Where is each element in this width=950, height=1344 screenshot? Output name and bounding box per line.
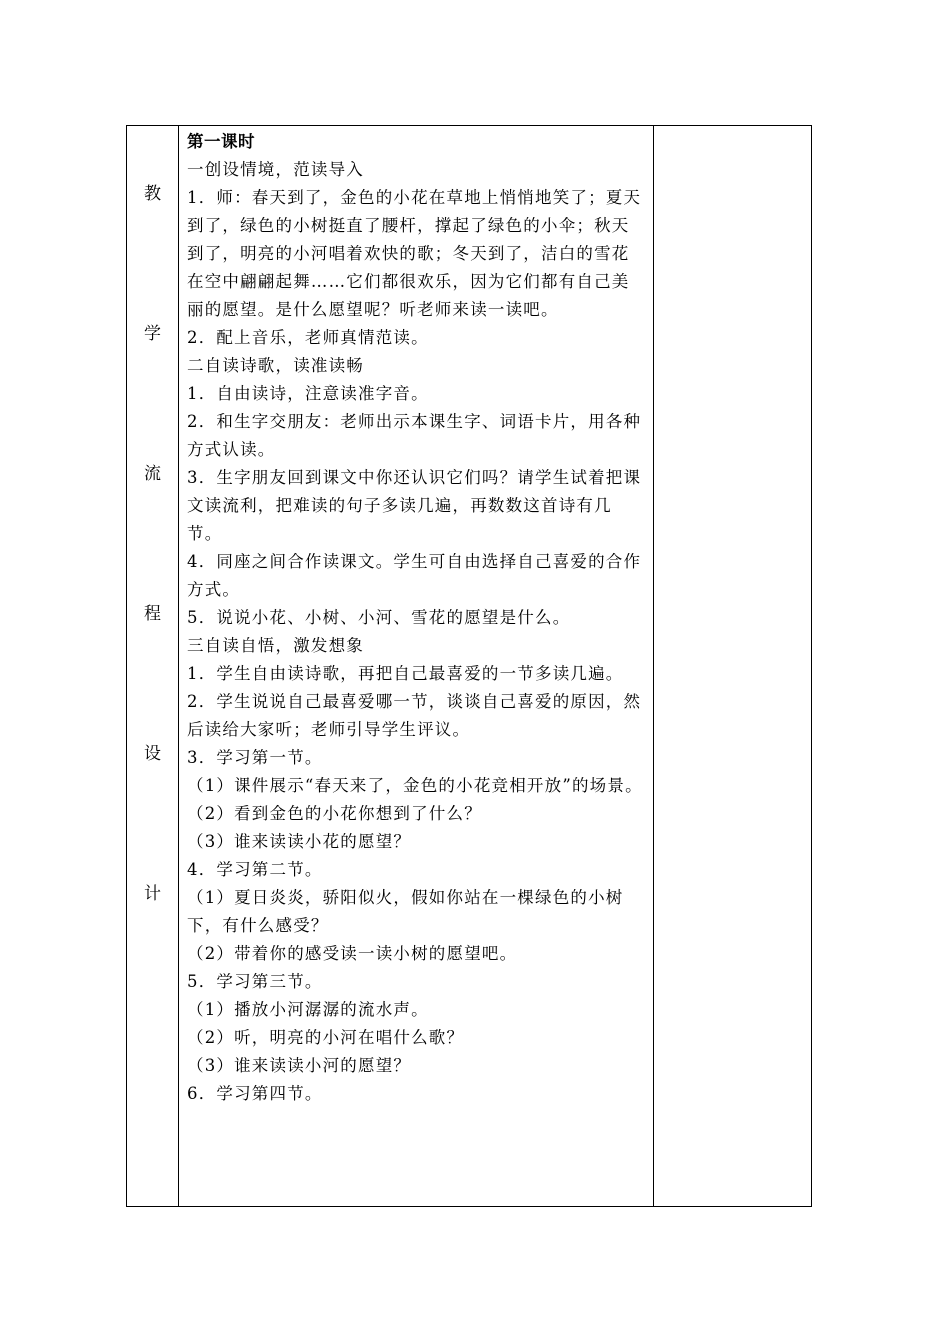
lesson-line: （1）播放小河潺潺的流水声。 [187, 1000, 429, 1019]
lesson-title: 第一课时 [187, 132, 255, 151]
section-label-char: 流 [144, 464, 161, 484]
lesson-content [179, 126, 653, 1108]
lesson-line: 一创设情境，范读导入 [187, 160, 364, 179]
notes-cell [654, 126, 812, 1207]
lesson-line: 2．配上音乐，老师真情范读。 [187, 328, 429, 347]
lesson-line: 5．学习第三节。 [187, 972, 323, 991]
lesson-plan-table [126, 125, 812, 1207]
lesson-line: （1）夏日炎炎，骄阳似火，假如你站在一棵绿色的小树下，有什么感受？ [187, 888, 624, 935]
table-row [127, 126, 812, 1207]
lesson-line: 2．和生字交朋友：老师出示本课生字、词语卡片，用各种方式认读。 [187, 412, 642, 459]
lesson-line: （2）带着你的感受读一读小树的愿望吧。 [187, 944, 518, 963]
lesson-line: 5．说说小花、小树、小河、雪花的愿望是什么。 [187, 608, 571, 627]
lesson-line: 1．师：春天到了，金色的小花在草地上悄悄地笑了；夏天到了，绿色的小树挺直了腰杆，撑起了绿色的小伞；秋天到了，明亮的小河唱着欢快的歌；冬天到了，洁白的雪花在空中翩翩起舞……它们都很欢乐，因为它们都有自己美丽的愿望。是什么愿望呢？听老师来读一读吧。 [187, 188, 642, 319]
lesson-line: 1．学生自由读诗歌，再把自己最喜爱的一节多读几遍。 [187, 664, 624, 683]
lesson-line: 三自读自悟，激发想象 [187, 636, 364, 655]
section-label-char: 学 [144, 324, 161, 344]
lesson-line: （3）谁来读读小花的愿望？ [187, 832, 412, 851]
section-label-char: 设 [144, 744, 161, 764]
lesson-line: 3．生字朋友回到课文中你还认识它们吗？请学生试着把课文读流利，把难读的句子多读几遍，再数数这首诗有几节。 [187, 468, 642, 543]
lesson-line: （3）谁来读读小河的愿望？ [187, 1056, 412, 1075]
lesson-line: （2）看到金色的小花你想到了什么？ [187, 804, 482, 823]
section-label-char: 程 [144, 604, 161, 624]
lesson-line: 4．学习第二节。 [187, 860, 323, 879]
lesson-content-cell [179, 126, 654, 1207]
lesson-line: 4．同座之间合作读课文。学生可自由选择自己喜爱的合作方式。 [187, 552, 642, 599]
lesson-line: 6．学习第四节。 [187, 1084, 323, 1103]
lesson-line: 二自读诗歌，读准读畅 [187, 356, 364, 375]
lesson-line: 2．学生说说自己最喜爱哪一节，谈谈自己喜爱的原因，然后读给大家听；老师引导学生评议。 [187, 692, 642, 739]
section-label-char: 计 [144, 884, 161, 904]
lesson-line: （1）课件展示“春天来了，金色的小花竞相开放”的场景。 [187, 776, 643, 795]
lesson-line: 3．学习第一节。 [187, 748, 323, 767]
lesson-line: （2）听，明亮的小河在唱什么歌？ [187, 1028, 465, 1047]
section-label-cell [127, 126, 179, 1207]
section-label-char: 教 [144, 184, 161, 204]
lesson-line: 1．自由读诗，注意读准字音。 [187, 384, 429, 403]
